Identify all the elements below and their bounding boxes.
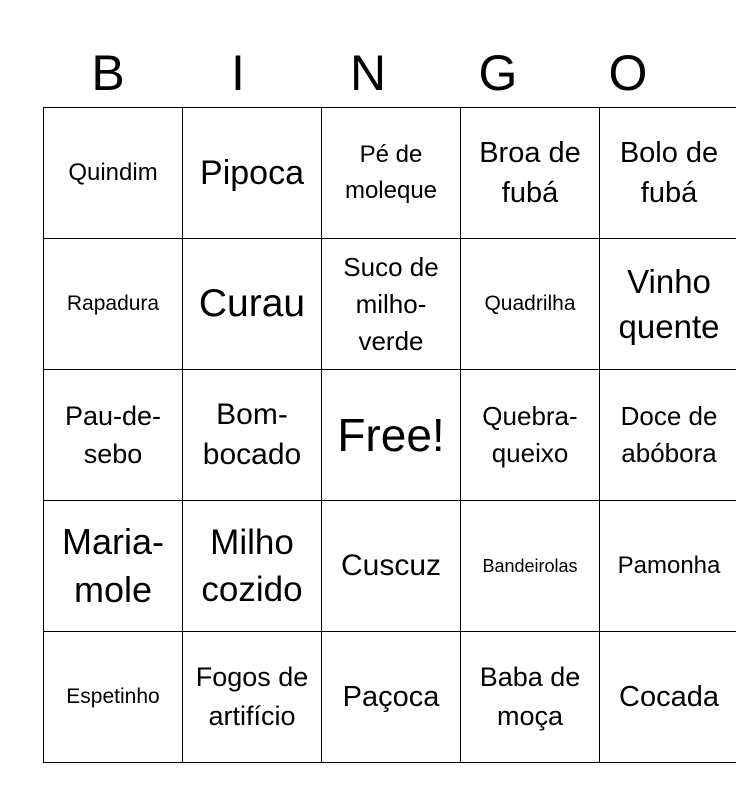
bingo-cell[interactable]: Pipoca [183,108,322,239]
bingo-cell[interactable]: Baba de moça [461,632,600,763]
bingo-cell[interactable]: Suco de milho-verde [322,239,461,370]
header-letter-i: I [231,45,245,101]
grid-row [44,108,736,239]
bingo-cell[interactable]: Pau-de-sebo [44,370,183,501]
bingo-cell[interactable]: Rapadura [44,239,183,370]
bingo-cell[interactable]: Cuscuz [322,501,461,632]
bingo-cell[interactable]: Quindim [44,108,183,239]
grid-row [44,239,736,370]
bingo-header [43,40,693,106]
bingo-grid [43,107,736,763]
bingo-cell[interactable]: Bom-bocado [183,370,322,501]
bingo-cell[interactable]: Fogos de artifício [183,632,322,763]
grid-row [44,632,736,763]
header-letter-n: N [349,45,387,101]
bingo-cell[interactable]: Quadrilha [461,239,600,370]
header-letter-b: B [91,45,125,101]
free-cell[interactable]: Free! [322,370,461,501]
bingo-cell[interactable]: Pé de moleque [322,108,461,239]
bingo-cell[interactable]: Milho cozido [183,501,322,632]
bingo-cell[interactable]: Espetinho [44,632,183,763]
bingo-cell[interactable]: Maria-mole [44,501,183,632]
bingo-cell[interactable]: Curau [183,239,322,370]
bingo-cell[interactable]: Vinho quente [600,239,736,370]
grid-row [44,501,736,632]
bingo-cell[interactable]: Bandeirolas [461,501,600,632]
header-letter-g: G [478,45,518,101]
bingo-cell[interactable]: Pamonha [600,501,736,632]
bingo-cell[interactable]: Bolo de fubá [600,108,736,239]
bingo-cell[interactable]: Quebra-queixo [461,370,600,501]
header-letter-o: O [608,45,648,101]
grid-row [44,370,736,501]
bingo-cell[interactable]: Broa de fubá [461,108,600,239]
bingo-cell[interactable]: Paçoca [322,632,461,763]
bingo-cell[interactable]: Doce de abóbora [600,370,736,501]
bingo-cell[interactable]: Cocada [600,632,736,763]
